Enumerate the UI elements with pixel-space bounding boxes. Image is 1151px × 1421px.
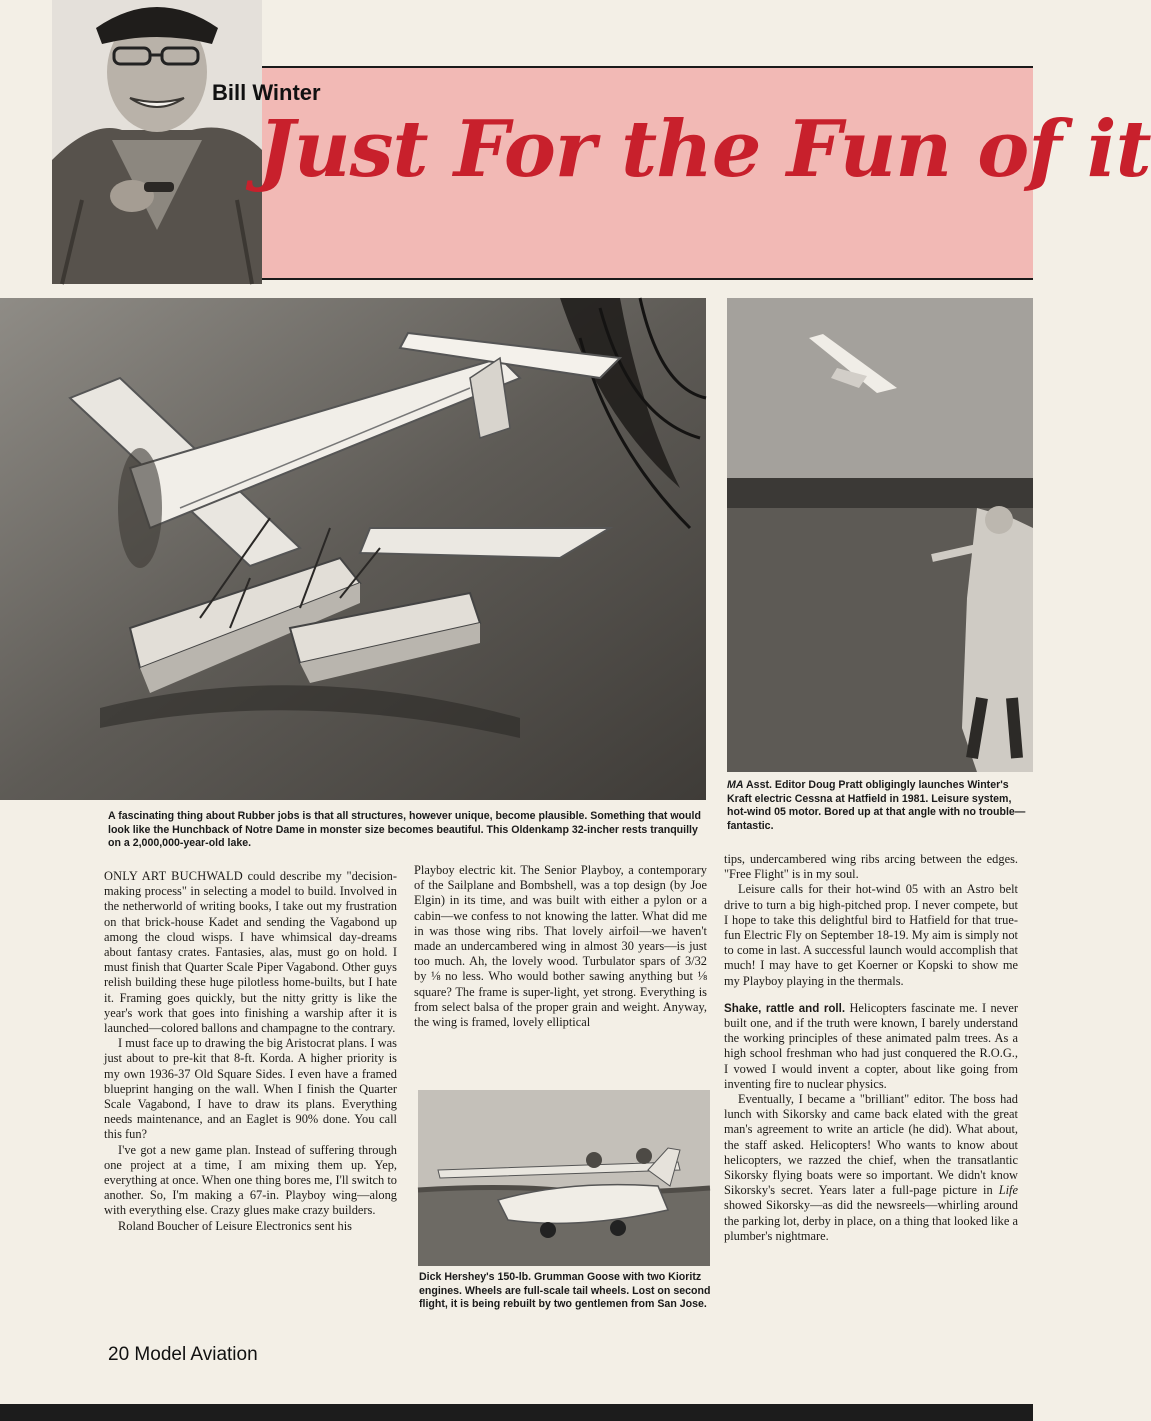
float-plane-caption: A fascinating thing about Rubber jobs is that all structures, however unique, become plausible. Something that would look like the Hunchback of Notre Dame in monster size becomes beautiful. This Oldenkamp 32-incher rests tranquilly on a 2,000,000-year-old lake. bbox=[108, 810, 701, 849]
paragraph-text: Eventually, I became a "brilliant" editor. The boss had lunch with Sikorsky and came back elated with the great man's agreement to write an article (he did). What about, the staff asked. Helicopters! Who wants to know about helicopters, we razzed the chief, when the transatlantic Sikorsky flying boats were so important. We didn't know Sikorsky's secret. Years later a full-page picture in bbox=[724, 1092, 1018, 1198]
article-paragraph: Leisure calls for their hot-wind 05 with an Astro belt drive to turn a big high-pitched prop. I never compete, but I hope to take this delightful bird to Hatfield for that true-fun Electric Fly on September 18-19. My aim is simply not to come in last. A successful launch would accomplish that much! I may have to get Koerner or Kopski to show me my Playboy playing in the thermals. bbox=[724, 882, 1018, 988]
article-paragraph: I must face up to drawing the big Aristocrat plans. I was just about to pre-kit that 8-ft. Korda. A higher priority is my own 1936-37 Old Square Sides. I even have a framed blueprint hanging on the wall. When I finish the Quarter Scale Vagabond, I have to draw its plans. Everything needs maintenance, and an Eaglet is 90% done. You call this fun? bbox=[104, 1036, 397, 1142]
author-name: Bill Winter bbox=[212, 80, 321, 105]
paragraph-text: showed Sikorsky—as did the newsreels—whirling around the parking lot, derby in place, on a thing that looked like a plumber's nightmare. bbox=[724, 1198, 1018, 1243]
lead-in: ONLY ART BUCHWALD bbox=[104, 869, 243, 883]
caption-prefix: MA bbox=[727, 779, 744, 791]
goose-caption: Dick Hershey's 150-lb. Grumman Goose with two Kioritz engines. Wheels are full-scale tail wheels. Lost on second flight, it is being rebuilt by two gentlemen from San Jose. bbox=[419, 1271, 711, 1310]
article-column-3 bbox=[724, 852, 1018, 1244]
caption-text: Asst. Editor Doug Pratt obligingly launches Winter's Kraft electric Cessna at Hatfield in 1981. Leisure system, hot-wind 05 motor. Bored up at that angle with no trouble—fantastic. bbox=[727, 779, 1026, 832]
float-plane-photo bbox=[0, 298, 706, 800]
article-column-1 bbox=[104, 869, 397, 1234]
section-run-in-head: Shake, rattle and roll. bbox=[724, 1001, 846, 1015]
article-paragraph bbox=[104, 869, 397, 1036]
cessna-launch-illustration bbox=[727, 298, 1033, 772]
page-folio bbox=[108, 1344, 258, 1366]
magazine-title: Life bbox=[998, 1183, 1018, 1198]
grumman-goose-photo bbox=[418, 1090, 710, 1266]
magazine-name: Model Aviation bbox=[134, 1344, 258, 1365]
paragraph-text: Helicopters fascinate me. I never built one, and if the truth were known, I barely understand the working principles of these animated palm trees. As a high school freshman who had just conquered the R.O.G., I vowed I would invent a copter, about like going from inventing fire to nuclear physics. bbox=[724, 1000, 1019, 1091]
article-paragraph: Playboy electric kit. The Senior Playboy, a contemporary of the Sailplane and Bombshell, was a top design (by Joe Elgin) in its time, and was built with either a pylon or a cabin—we confess to not knowing the latter. What did me in was those wing ribs. That lovely airfoil—we haven't made an undercambered wing in almost 30 years—is just too much. Ah, the lovely wood. Turbulator spars of 3/32 by ⅛ no less. Who would bother sawing anything but ⅛ square? The frame is super-light, yet strong. Everything is from select balsa of the proper grain and weight. Anyway, the wing is framed, lovely elliptical bbox=[414, 863, 707, 1030]
article-column-2 bbox=[414, 863, 707, 1030]
paragraph-text: could describe my "decision-making process" in selecting a model to build. Involved in the netherworld of writing books, I take out my frustration on that brick-house Kadet and sending the Vagabond up among the cloud wisps. I have whimsical day-dreams about fantasy crates. Fantasies, alas, must go on hold. I must finish that Quarter Scale Piper Vagabond. Other guys relish building these huge pilotless home-builts, but I hate it. Framing goes quickly, but the nitty gritty is like the year's work that goes into finishing a warship after it is launched—colored ballons and champagne to the contrary. bbox=[104, 869, 397, 1036]
float-plane-illustration bbox=[0, 298, 706, 800]
author-portrait-photo bbox=[52, 0, 262, 284]
grumman-goose-illustration bbox=[418, 1090, 710, 1266]
article-paragraph: tips, undercambered wing ribs arcing between the edges. "Free Flight" is in my soul. bbox=[724, 852, 1018, 882]
article-paragraph: Roland Boucher of Leisure Electronics sent his bbox=[118, 1218, 352, 1233]
article-paragraph bbox=[724, 1092, 1018, 1244]
cessna-caption bbox=[727, 779, 1027, 833]
cessna-launch-photo bbox=[727, 298, 1033, 772]
portrait-illustration bbox=[52, 0, 262, 284]
column-title: Just For the Fun of it bbox=[258, 104, 1151, 195]
article-paragraph: I've got a new game plan. Instead of suffering through one project at a time, I am mixing them up. Yep, everything at once. When one thing bores me, I'll switch to another. So, I'm making a 67-in. Playboy wing—along with everything else. Crazy glues make crazy builders. bbox=[104, 1142, 397, 1218]
article-paragraph bbox=[724, 1001, 1018, 1092]
page-number: 20 bbox=[108, 1344, 130, 1365]
scan-edge bbox=[0, 1404, 1033, 1421]
